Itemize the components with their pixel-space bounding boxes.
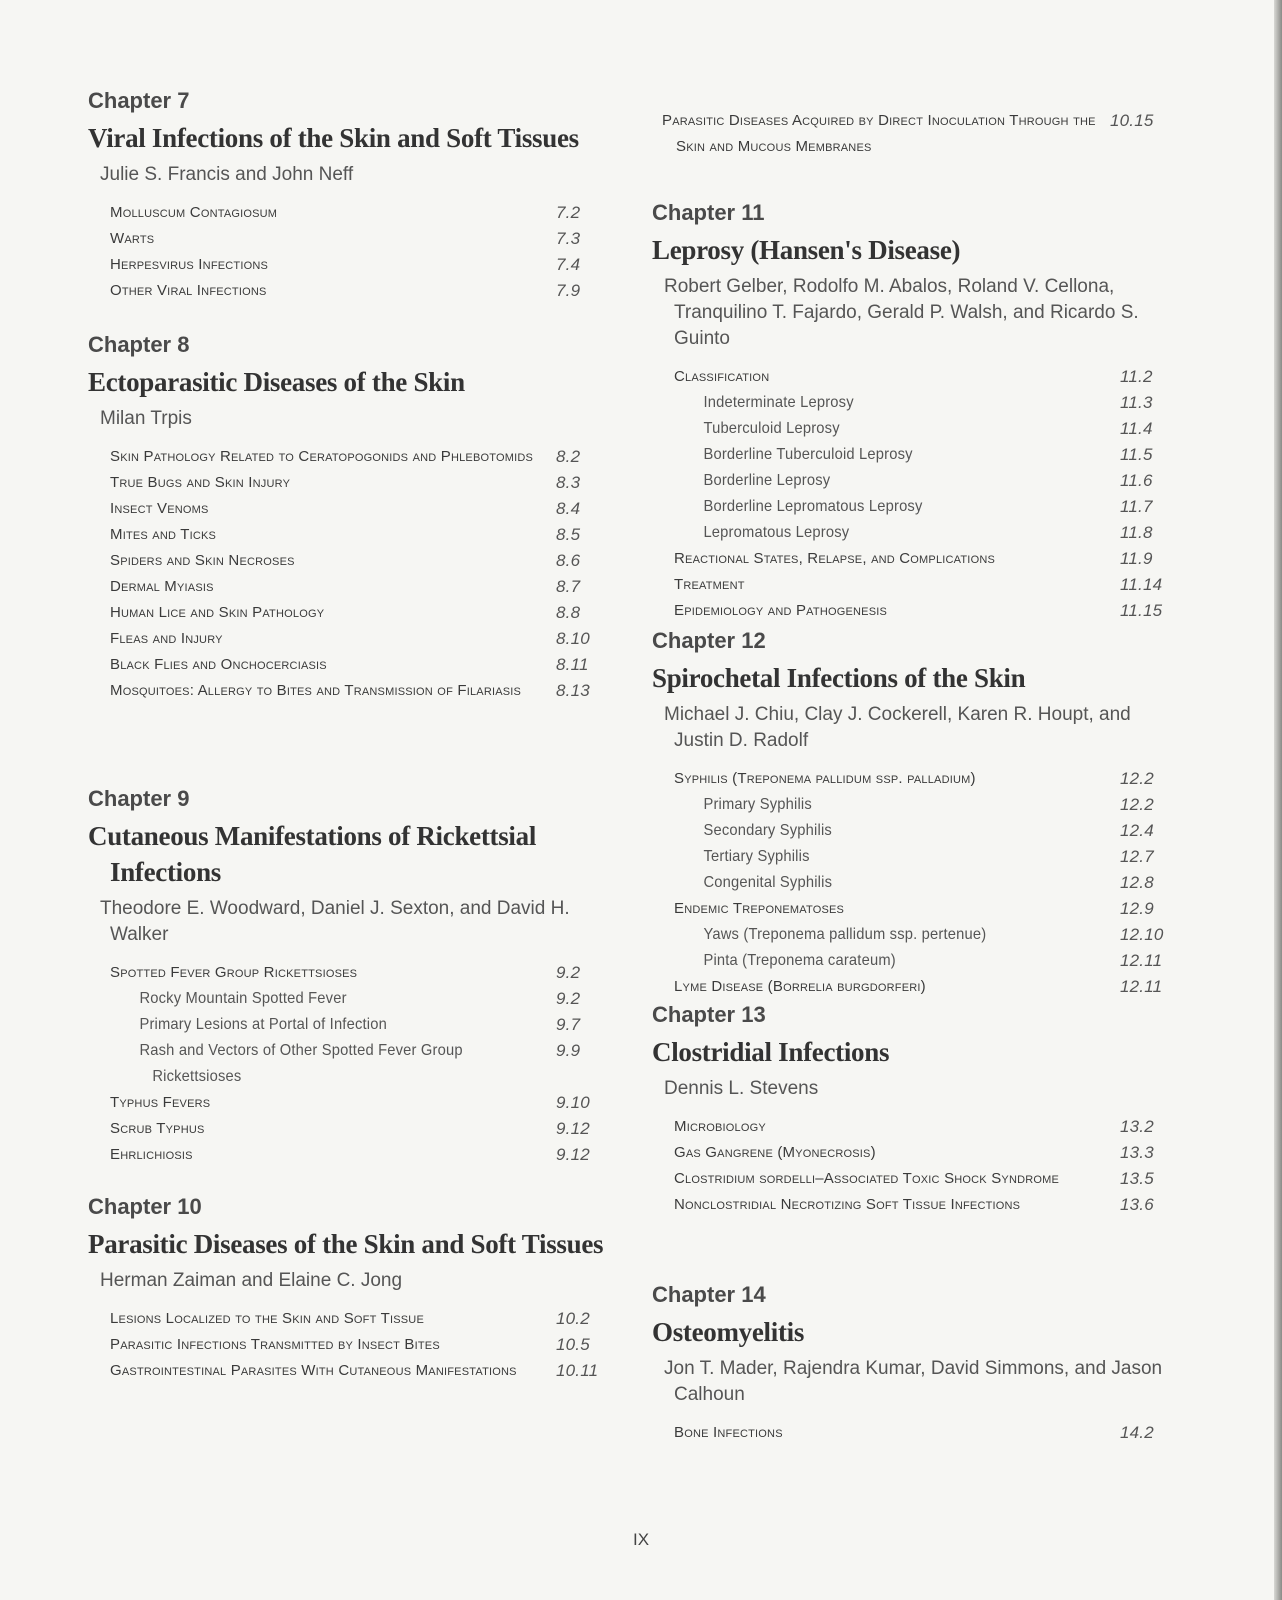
toc-entry[interactable] <box>110 1358 608 1384</box>
toc-entry-page: 7.2 <box>556 203 581 222</box>
toc-entry[interactable] <box>110 960 608 986</box>
toc-entry-page: 12.11 <box>1120 977 1163 996</box>
toc-entry-label: Yaws (Treponema pallidum ssp. pertenue) <box>703 926 987 943</box>
toc-entry-page: 8.5 <box>556 525 581 544</box>
toc-entry[interactable] <box>674 572 1172 598</box>
toc-entry-label: Classification <box>674 368 770 385</box>
toc-entry[interactable] <box>674 766 1172 792</box>
chapter-block <box>88 88 608 304</box>
toc-subentry[interactable] <box>674 442 1172 468</box>
chapter-block <box>652 200 1172 624</box>
toc-entry-label: Tuberculoid Leprosy <box>703 420 840 437</box>
toc-entry-label: Spotted Fever Group Rickettsioses <box>110 964 358 981</box>
toc-entry[interactable] <box>110 626 608 652</box>
toc-entry-label: Ehrlichiosis <box>110 1146 193 1163</box>
toc-entry[interactable] <box>110 548 608 574</box>
toc-entry-list <box>110 444 608 704</box>
toc-entry[interactable] <box>674 1420 1172 1446</box>
toc-entry-page: 9.10 <box>556 1093 590 1112</box>
toc-entry-page: 7.9 <box>556 281 581 300</box>
toc-entry[interactable] <box>110 522 608 548</box>
toc-entry-label: Borderline Tuberculoid Leprosy <box>703 446 913 463</box>
toc-entry-page: 8.3 <box>556 473 581 492</box>
toc-entry-label: Bone Infections <box>674 1424 783 1441</box>
toc-entry-page: 12.2 <box>1120 795 1154 814</box>
toc-entry-label: Mites and Ticks <box>110 526 217 543</box>
toc-entry-label: Lepromatous Leprosy <box>703 524 850 541</box>
chapter-number: Chapter 14 <box>652 1282 766 1307</box>
toc-entry-label: Syphilis (Treponema pallidum ssp. palladium) <box>674 770 976 787</box>
toc-entry-list <box>674 364 1172 624</box>
toc-entry-label: Human Lice and Skin Pathology <box>110 604 325 621</box>
toc-entry-label: Pinta (Treponema carateum) <box>703 952 896 969</box>
chapter-title[interactable]: Ectoparasitic Diseases of the Skin <box>88 367 465 397</box>
toc-entry[interactable] <box>110 1090 608 1116</box>
chapter-number: Chapter 8 <box>88 332 190 357</box>
toc-entry[interactable] <box>110 600 608 626</box>
chapter-block <box>88 786 608 1168</box>
chapter-authors: Milan Trpis <box>100 408 192 429</box>
chapter-number: Chapter 10 <box>88 1194 202 1219</box>
toc-entry-page: 11.8 <box>1120 523 1153 542</box>
toc-subentry[interactable] <box>674 922 1172 948</box>
toc-subentry[interactable] <box>674 948 1172 974</box>
toc-entry-page: 11.5 <box>1120 445 1153 464</box>
toc-entry-label: Indeterminate Leprosy <box>703 394 854 411</box>
toc-entry[interactable] <box>110 496 608 522</box>
toc-entry-label: Reactional States, Relapse, and Complications <box>674 550 996 567</box>
toc-entry-page: 13.2 <box>1120 1117 1154 1136</box>
toc-subentry[interactable] <box>674 416 1172 442</box>
toc-entry-label: Mosquitoes: Allergy to Bites and Transmission of Filariasis <box>110 682 522 699</box>
toc-entry[interactable] <box>110 226 608 252</box>
toc-entry-page: 7.3 <box>556 229 581 248</box>
toc-entry-page: 12.8 <box>1120 873 1154 892</box>
chapter-title[interactable]: Osteomyelitis <box>652 1317 805 1347</box>
chapter-title[interactable]: Viral Infections of the Skin and Soft Tissues <box>88 123 579 153</box>
chapter-number: Chapter 12 <box>652 628 766 653</box>
toc-entry-page: 8.7 <box>556 577 581 596</box>
toc-entry-page: 10.11 <box>556 1361 599 1380</box>
toc-subentry[interactable] <box>674 844 1172 870</box>
toc-entry-label: Epidemiology and Pathogenesis <box>674 602 888 619</box>
toc-subentry[interactable] <box>674 792 1172 818</box>
chapter-number: Chapter 11 <box>652 200 765 225</box>
page-folio: IX <box>632 1530 650 1549</box>
toc-entry-label: Molluscum Contagiosum <box>110 204 278 221</box>
chapter-number: Chapter 7 <box>88 88 190 113</box>
toc-entry-label: Gas Gangrene (Myonecrosis) <box>674 1144 876 1161</box>
toc-entry[interactable] <box>110 1332 608 1358</box>
toc-entry[interactable] <box>674 896 1172 922</box>
toc-entry-label: Congenital Syphilis <box>703 874 833 891</box>
toc-entry-label: Parasitic Infections Transmitted by Insect Bites <box>110 1336 440 1353</box>
chapter-authors: Herman Zaiman and Elaine C. Jong <box>100 1270 403 1291</box>
toc-entry-page: 8.6 <box>556 551 581 570</box>
chapter-authors: Theodore E. Woodward, Daniel J. Sexton, and David H. Walker <box>100 898 570 945</box>
chapter-title[interactable]: Spirochetal Infections of the Skin <box>652 663 1026 693</box>
toc-entry-label: Rash and Vectors of Other Spotted Fever Group Rickettsioses <box>139 1042 463 1085</box>
toc-entry-list <box>110 960 608 1168</box>
toc-entry[interactable] <box>674 598 1172 624</box>
toc-subentry[interactable] <box>674 870 1172 896</box>
toc-entry-page: 9.2 <box>556 963 581 982</box>
toc-entry[interactable] <box>110 200 608 226</box>
toc-entry[interactable] <box>674 1192 1172 1218</box>
toc-entry[interactable] <box>674 1114 1172 1140</box>
chapter-authors: Michael J. Chiu, Clay J. Cockerell, Karen R. Houpt, and Justin D. Radolf <box>664 704 1131 751</box>
toc-entry-page: 9.9 <box>556 1041 581 1060</box>
chapter-block <box>652 1282 1172 1446</box>
toc-entry-page: 11.15 <box>1120 601 1163 620</box>
chapter-authors: Dennis L. Stevens <box>664 1078 819 1099</box>
toc-entry-label: Endemic Treponematoses <box>674 900 845 917</box>
toc-entry-page: 11.2 <box>1120 367 1153 386</box>
toc-entry-label: Parasitic Diseases Acquired by Direct Inoculation Through the Skin and Mucous Membranes <box>662 112 1096 155</box>
toc-subentry[interactable] <box>110 986 608 1012</box>
toc-entry[interactable] <box>110 278 608 304</box>
chapter-authors: Robert Gelber, Rodolfo M. Abalos, Roland V. Cellona, Tranquilino T. Fajardo, Gerald P. Walsh, and Ricardo S. Guinto <box>664 276 1139 349</box>
toc-entry[interactable] <box>674 1166 1172 1192</box>
toc-entry-page: 11.14 <box>1120 575 1163 594</box>
toc-entry-label: Microbiology <box>674 1118 766 1135</box>
toc-entry-page: 11.4 <box>1120 419 1153 438</box>
toc-entry[interactable] <box>662 108 1162 160</box>
toc-subentry[interactable] <box>674 468 1172 494</box>
toc-entry-list <box>110 1306 608 1384</box>
toc-entry-page: 8.2 <box>556 447 581 466</box>
toc-entry[interactable] <box>110 574 608 600</box>
toc-entry-label: Primary Lesions at Portal of Infection <box>139 1016 387 1033</box>
toc-entry-label: Spiders and Skin Necroses <box>110 552 295 569</box>
toc-entry-label: Fleas and Injury <box>110 630 223 647</box>
page-edge-shadow <box>1274 0 1282 1600</box>
toc-entry[interactable] <box>110 470 608 496</box>
toc-entry-page: 8.4 <box>556 499 581 518</box>
toc-entry-label: Borderline Lepromatous Leprosy <box>703 498 923 515</box>
toc-entry[interactable] <box>110 1116 608 1142</box>
toc-entry-label: Primary Syphilis <box>703 796 812 813</box>
toc-entry-page: 9.12 <box>556 1119 590 1138</box>
toc-entry-list <box>674 1420 1172 1446</box>
toc-entry-page: 11.7 <box>1120 497 1153 516</box>
toc-entry-list <box>674 766 1172 1000</box>
toc-entry-label: Secondary Syphilis <box>703 822 832 839</box>
chapter-block <box>88 332 608 704</box>
toc-entry-page: 11.6 <box>1120 471 1153 490</box>
toc-entry-page: 12.2 <box>1120 769 1154 788</box>
toc-entry[interactable] <box>110 252 608 278</box>
toc-entry-page: 12.11 <box>1120 951 1163 970</box>
toc-entry-page: 12.10 <box>1120 925 1164 944</box>
toc-entry-label: Other Viral Infections <box>110 282 267 299</box>
toc-entry-page: 9.7 <box>556 1015 581 1034</box>
toc-entry-page: 14.2 <box>1120 1423 1154 1442</box>
toc-entry-page: 10.2 <box>556 1309 590 1328</box>
chapter-authors: Julie S. Francis and John Neff <box>100 164 354 185</box>
toc-entry-label: Herpesvirus Infections <box>110 256 269 273</box>
chapter-block <box>652 628 1172 1000</box>
toc-entry-page: 12.7 <box>1120 847 1154 866</box>
chapter-block <box>652 1002 1172 1218</box>
toc-entry-label: Typhus Fevers <box>110 1094 211 1111</box>
chapter-number: Chapter 9 <box>88 786 190 811</box>
toc-entry-page: 13.5 <box>1120 1169 1154 1188</box>
toc-entry-label: Warts <box>110 230 155 247</box>
toc-entry-label: Lesions Localized to the Skin and Soft Tissue <box>110 1310 424 1327</box>
toc-entry-label: Skin Pathology Related to Ceratopogonids and Phlebotomids <box>110 448 534 465</box>
toc-entry-page: 10.15 <box>1110 111 1154 130</box>
chapter-block <box>88 1194 608 1384</box>
chapter-authors: Jon T. Mader, Rajendra Kumar, David Simmons, and Jason Calhoun <box>664 1358 1163 1405</box>
chapter-title[interactable]: Clostridial Infections <box>652 1037 890 1067</box>
toc-continued-entry <box>662 108 1162 160</box>
toc-entry-label: Lyme Disease (Borrelia burgdorferi) <box>674 978 926 995</box>
toc-entry-page: 12.4 <box>1120 821 1154 840</box>
chapter-number: Chapter 13 <box>652 1002 766 1027</box>
toc-entry[interactable] <box>110 444 608 470</box>
toc-entry-label: Scrub Typhus <box>110 1120 205 1137</box>
toc-entry-page: 8.10 <box>556 629 590 648</box>
toc-subentry[interactable] <box>674 818 1172 844</box>
toc-entry-page: 12.9 <box>1120 899 1154 918</box>
toc-entry[interactable] <box>110 1142 608 1168</box>
toc-subentry[interactable] <box>110 1038 608 1090</box>
toc-entry[interactable] <box>674 1140 1172 1166</box>
toc-entry-label: Dermal Myiasis <box>110 578 214 595</box>
toc-entry-page: 7.4 <box>556 255 581 274</box>
toc-entry[interactable] <box>110 1306 608 1332</box>
toc-entry-list <box>110 200 608 304</box>
toc-entry-label: Tertiary Syphilis <box>703 848 810 865</box>
toc-entry-list <box>674 1114 1172 1218</box>
toc-entry-label: Borderline Leprosy <box>703 472 831 489</box>
toc-entry-page: 9.12 <box>556 1145 590 1164</box>
toc-entry-page: 13.3 <box>1120 1143 1154 1162</box>
toc-entry-label: Nonclostridial Necrotizing Soft Tissue Infections <box>674 1196 1021 1213</box>
toc-entry-page: 10.5 <box>556 1335 590 1354</box>
toc-entry[interactable] <box>674 364 1172 390</box>
toc-entry-label: Treatment <box>674 576 745 593</box>
toc-subentry[interactable] <box>674 390 1172 416</box>
toc-entry[interactable] <box>110 652 608 678</box>
chapter-title[interactable]: Cutaneous Manifestations of Rickettsial Infections <box>88 821 537 887</box>
toc-entry-label: Black Flies and Onchocerciasis <box>110 656 327 673</box>
toc-entry-label: Gastrointestinal Parasites With Cutaneous Manifestations <box>110 1362 517 1379</box>
toc-entry-label: Rocky Mountain Spotted Fever <box>139 990 347 1007</box>
toc-entry-label: Insect Venoms <box>110 500 209 517</box>
toc-entry-label: Clostridium sordelli–Associated Toxic Shock Syndrome <box>674 1170 1060 1187</box>
toc-entry[interactable] <box>110 678 608 704</box>
toc-entry-page: 8.8 <box>556 603 581 622</box>
toc-entry-page: 11.3 <box>1120 393 1153 412</box>
toc-entry[interactable] <box>674 974 1172 1000</box>
toc-entry-label: True Bugs and Skin Injury <box>110 474 291 491</box>
chapter-title[interactable]: Leprosy (Hansen's Disease) <box>652 235 961 265</box>
toc-subentry[interactable] <box>674 494 1172 520</box>
toc-entry-page: 9.2 <box>556 989 581 1008</box>
toc-entry-page: 11.9 <box>1120 549 1153 568</box>
toc-subentry[interactable] <box>110 1012 608 1038</box>
toc-entry[interactable] <box>674 546 1172 572</box>
toc-subentry[interactable] <box>674 520 1172 546</box>
chapter-title[interactable]: Parasitic Diseases of the Skin and Soft Tissues <box>88 1229 604 1259</box>
toc-entry-page: 8.11 <box>556 655 589 674</box>
toc-entry-page: 13.6 <box>1120 1195 1154 1214</box>
toc-entry-page: 8.13 <box>556 681 590 700</box>
